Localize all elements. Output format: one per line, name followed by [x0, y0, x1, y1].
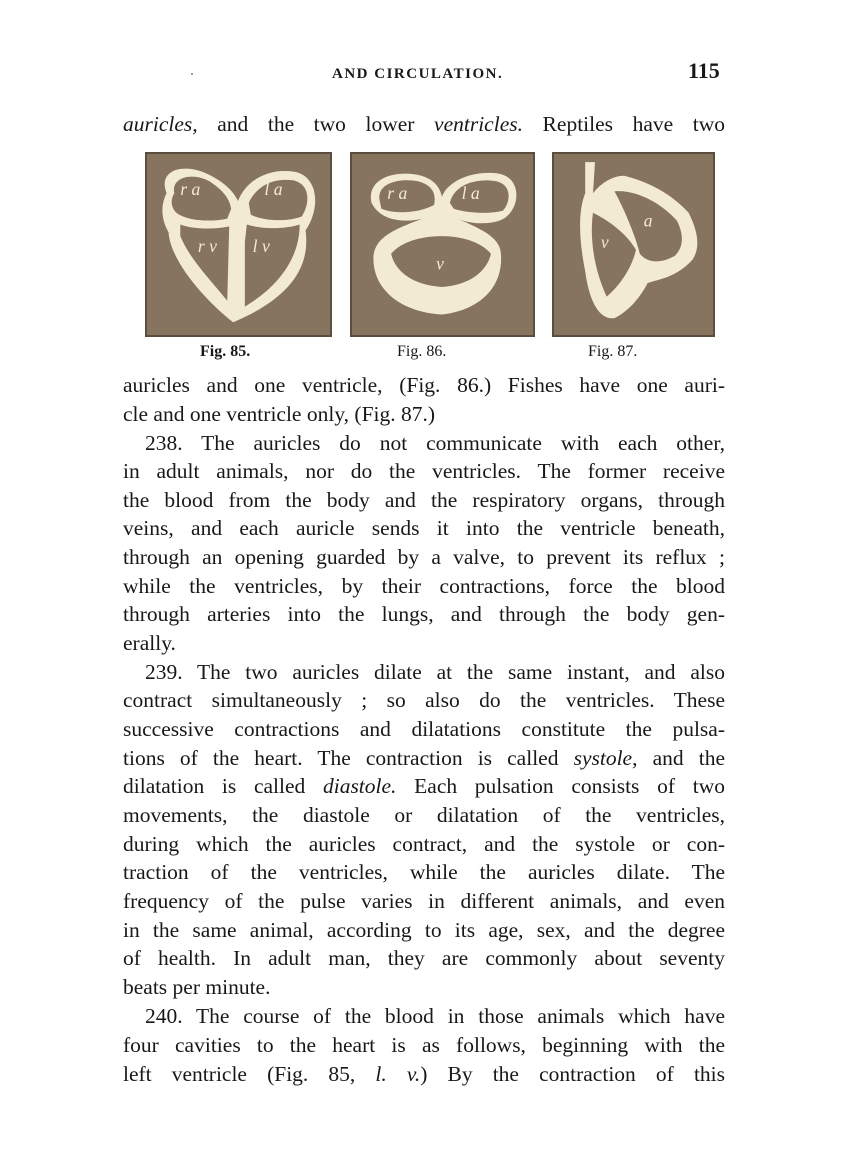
fig85-label-lv: l v: [252, 235, 270, 256]
text-line-9: while the ventricles, by their contractions, force the blood: [123, 574, 725, 598]
text-line-12: 239. The two auricles dilate at the same instant, and also: [145, 660, 725, 684]
text-line-2: auricles and one ventricle, (Fig. 86.) Fishes have one auri-: [123, 373, 725, 397]
text-line-18: during which the auricles contract, and the systole or con-: [123, 832, 725, 856]
fig85-label-ra: r a: [180, 179, 201, 200]
italic-auricles: auricles,: [123, 112, 198, 136]
text-line-24: 240. The course of the blood in those animals which have: [145, 1004, 725, 1028]
text-line-4: 238. The auricles do not communicate with each other,: [145, 431, 725, 455]
caption-fig-87: Fig. 87.: [588, 343, 638, 360]
heart-diagram-mammal: [147, 154, 330, 335]
fig85-label-rv: r v: [197, 235, 217, 256]
figure-86: [350, 152, 535, 337]
text-line-23: beats per minute.: [123, 975, 271, 999]
text-line-20: frequency of the pulse varies in different animals, and even: [123, 889, 725, 913]
fig85-label-la: l a: [264, 179, 283, 200]
text-line-3: cle and one ventricle only, (Fig. 87.): [123, 402, 436, 426]
text-line-13: contract simultaneously ; so also do the ventricles. These: [123, 688, 725, 712]
text-line-15: tions of the heart. The contraction is called systole, and the: [123, 746, 725, 770]
text-line-25: four cavities to the heart is as follows, beginning with the: [123, 1033, 725, 1057]
text-line-5: in adult animals, nor do the ventricles. The former receive: [123, 459, 725, 483]
text-line-7: veins, and each auricle sends it into the ventricle beneath,: [123, 516, 725, 540]
caption-fig-85: Fig. 85.: [200, 343, 251, 360]
page-number: 115: [688, 58, 720, 83]
fig87-label-v: v: [600, 231, 609, 252]
italic-systole: systole,: [573, 746, 638, 770]
text-line-14: successive contractions and dilatations constitute the pulsa-: [123, 717, 725, 741]
italic-lv: l. v.: [375, 1062, 421, 1086]
fig86-label-ra: r a: [387, 183, 408, 204]
fig86-label-la: l a: [461, 183, 480, 204]
stray-dot: [191, 73, 193, 75]
caption-fig-86: Fig. 86.: [397, 343, 447, 360]
text-line-22: of health. In adult man, they are commonly about seventy: [123, 946, 725, 970]
text-line-17: movements, the diastole or dilatation of the ventricles,: [123, 803, 725, 827]
running-head: AND CIRCULATION.: [332, 66, 504, 82]
text-line-21: in the same animal, according to its age, sex, and the degree: [123, 918, 725, 942]
italic-ventricles: ventricles.: [434, 112, 523, 136]
fig87-label-a: a: [643, 210, 653, 231]
italic-diastole: diastole.: [322, 774, 397, 798]
text-line-26: left ventricle (Fig. 85, l. v.) By the contraction of this: [123, 1062, 726, 1086]
text-line-19: traction of the ventricles, while the auricles dilate. The: [123, 860, 725, 884]
fig86-label-v: v: [436, 253, 444, 274]
text-line-8: through an opening guarded by a valve, to prevent its reflux ;: [123, 545, 725, 569]
text-line-11: erally.: [123, 631, 176, 655]
text-line-10: through arteries into the lungs, and through the body gen-: [123, 602, 725, 626]
heart-diagram-reptile: [352, 154, 533, 335]
text-line-6: the blood from the body and the respiratory organs, through: [123, 488, 725, 512]
text-line-1: auricles, and the two lower ventricles. Reptiles have two: [123, 112, 725, 136]
heart-diagram-fish: [554, 154, 713, 335]
text-line-16: dilatation is called diastole. Each pulsation consists of two: [123, 774, 725, 798]
figure-85: [145, 152, 332, 337]
figure-87: [552, 152, 715, 337]
